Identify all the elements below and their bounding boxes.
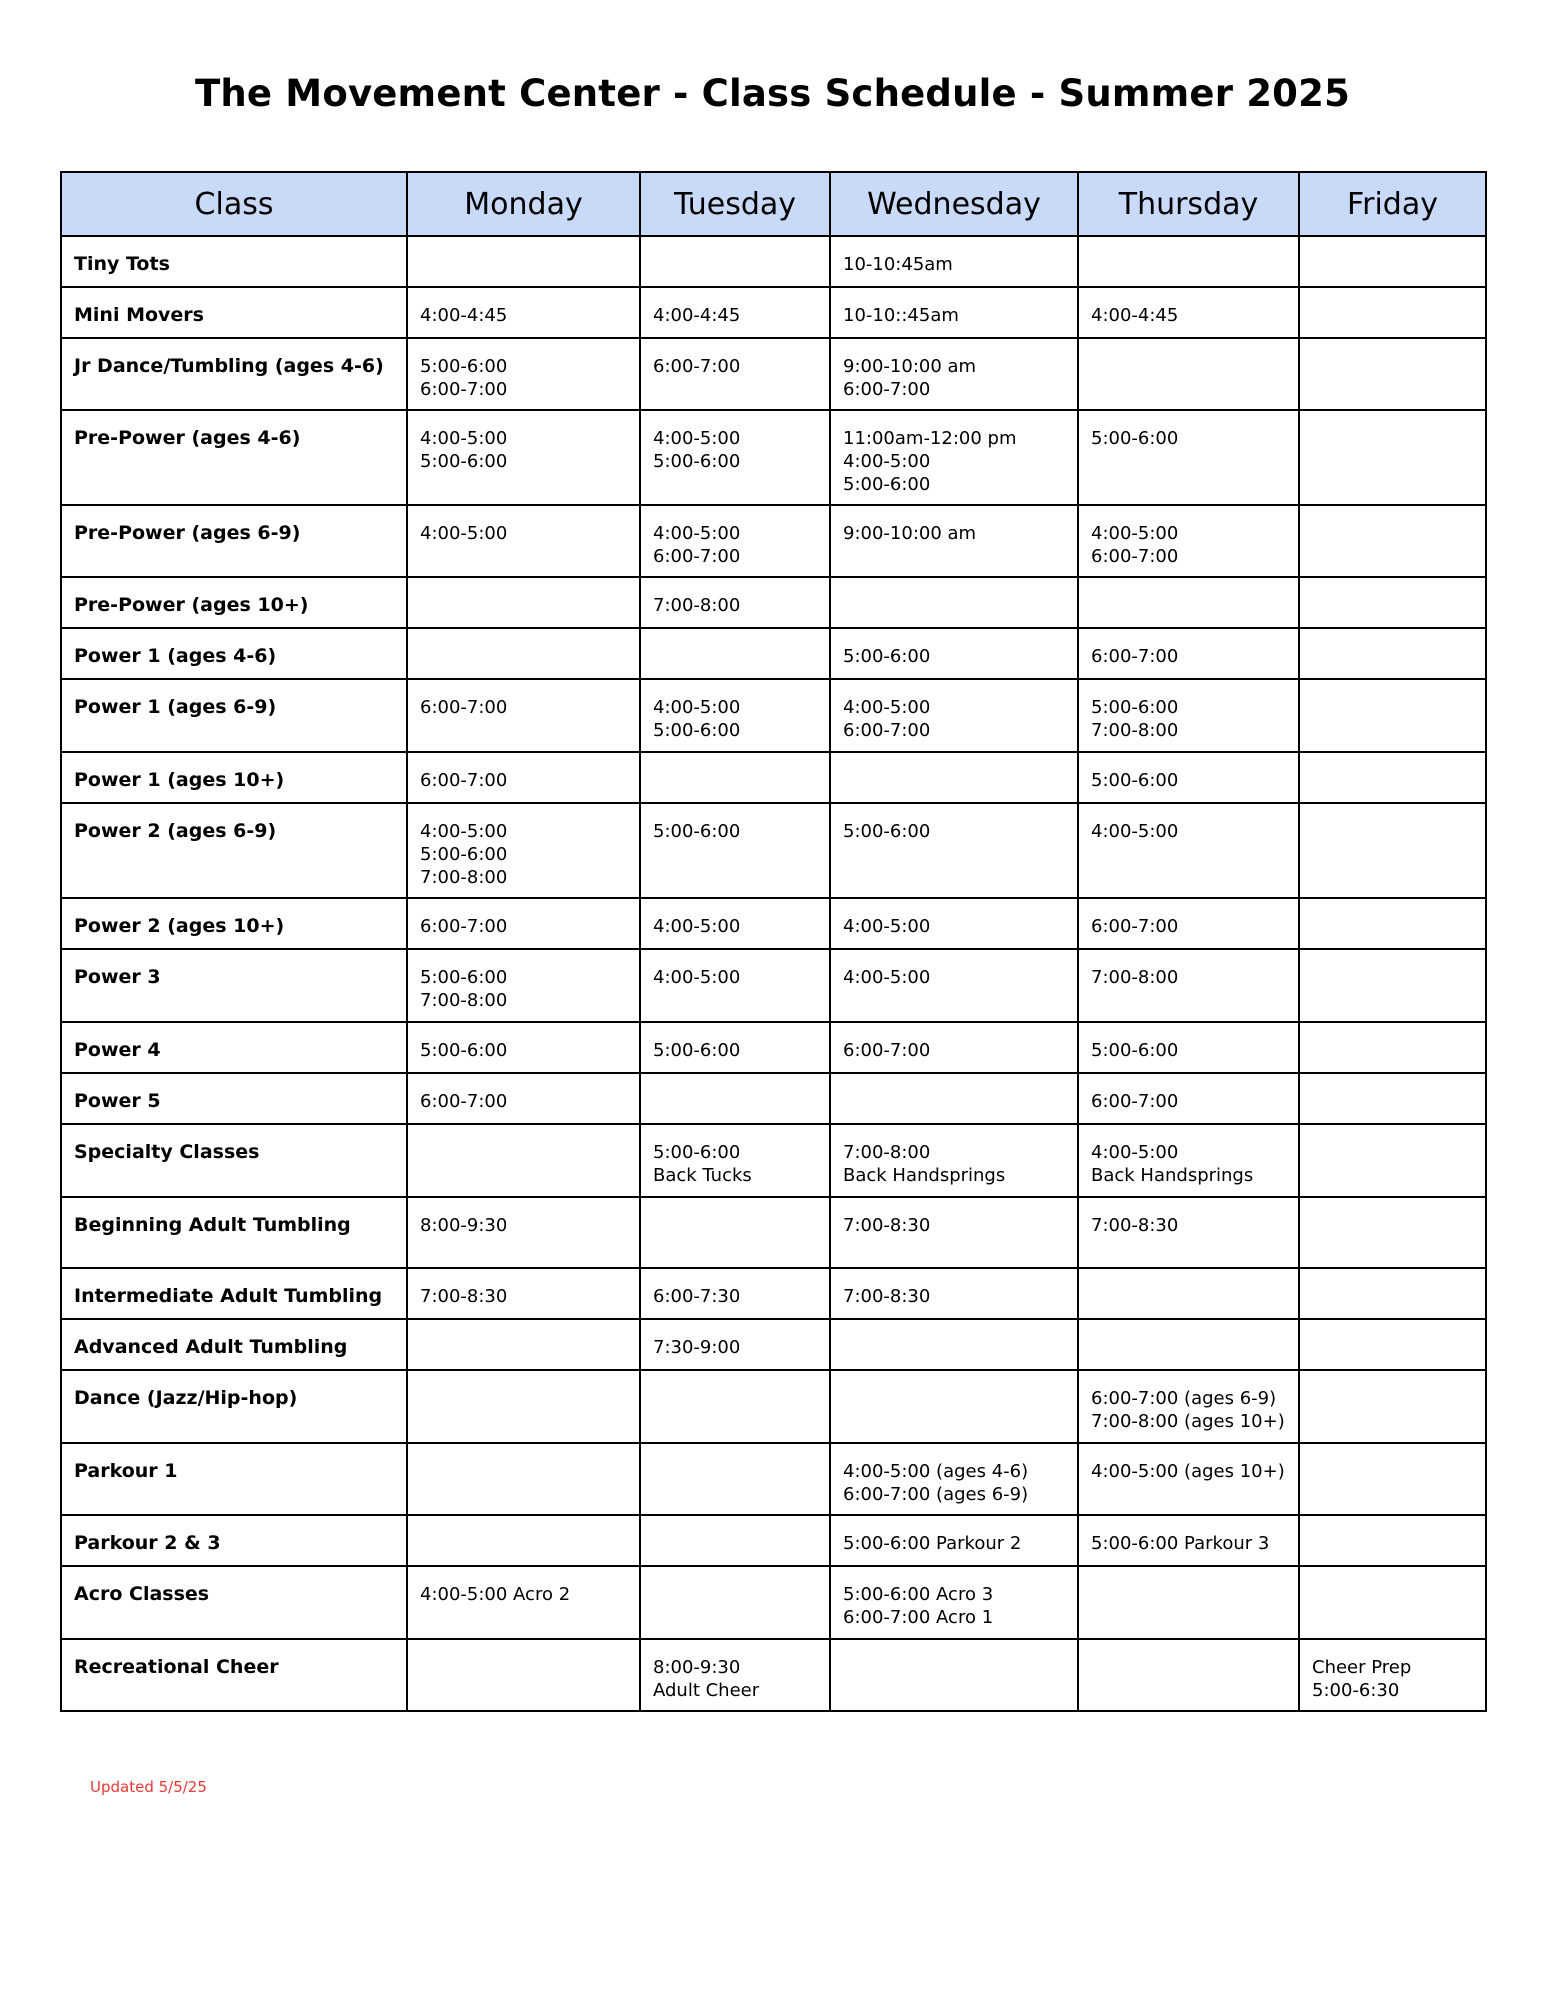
- time-cell-wednesday: [830, 1124, 1078, 1197]
- time-cell-wednesday: [830, 338, 1078, 410]
- time-cell-tuesday: [640, 803, 830, 898]
- time-slot: Back Handsprings: [1091, 1165, 1254, 1186]
- time-cell-friday: [1299, 236, 1486, 287]
- time-cell-thursday: [1078, 1566, 1299, 1639]
- time-cell-thursday: [1078, 1443, 1299, 1515]
- time-cell-tuesday: [640, 679, 830, 752]
- time-cell-thursday: [1078, 505, 1299, 577]
- time-cell-friday: [1299, 577, 1486, 628]
- time-cell-friday: [1299, 338, 1486, 410]
- time-cell-wednesday: [830, 679, 1078, 752]
- time-cell-wednesday: [830, 803, 1078, 898]
- time-slot: 5:00-6:00: [653, 451, 741, 472]
- time-slot: 6:00-7:00 Acro 1: [843, 1607, 994, 1628]
- time-cell-monday: [407, 1639, 640, 1711]
- time-cell-thursday: [1078, 752, 1299, 803]
- class-name-cell: Power 1 (ages 6-9): [61, 679, 407, 752]
- time-cell-friday: [1299, 1566, 1486, 1639]
- time-slot: 7:30-9:00: [653, 1337, 741, 1358]
- time-slot: 4:00-5:00: [843, 697, 931, 718]
- header-row: [61, 172, 1486, 236]
- time-slot: 10-10:45am: [843, 254, 953, 275]
- class-name-cell: Recreational Cheer: [61, 1639, 407, 1711]
- schedule-table: [60, 171, 1487, 1712]
- time-slot: 7:00-8:00: [843, 1142, 931, 1163]
- time-slot: 4:00-5:00: [420, 523, 508, 544]
- time-slot: 5:00-6:00: [1091, 428, 1179, 449]
- time-slot: 6:00-7:00: [420, 697, 508, 718]
- time-slot: 7:00-8:30: [420, 1286, 508, 1307]
- class-name-cell: Mini Movers: [61, 287, 407, 338]
- time-cell-monday: [407, 1197, 640, 1268]
- schedule-row: [61, 1197, 1486, 1268]
- time-cell-thursday: [1078, 1515, 1299, 1566]
- time-cell-tuesday: [640, 338, 830, 410]
- class-name-cell: Jr Dance/Tumbling (ages 4-6): [61, 338, 407, 410]
- time-cell-monday: [407, 338, 640, 410]
- time-cell-monday: [407, 679, 640, 752]
- time-cell-tuesday: [640, 1124, 830, 1197]
- time-slot: 5:00-6:30: [1312, 1680, 1400, 1701]
- time-slot: 5:00-6:00: [1091, 770, 1179, 791]
- time-slot: 6:00-7:00: [1091, 1091, 1179, 1112]
- schedule-row: [61, 1022, 1486, 1073]
- column-header-class: Class: [61, 172, 407, 236]
- time-cell-thursday: [1078, 1268, 1299, 1319]
- time-cell-thursday: [1078, 1022, 1299, 1073]
- time-cell-tuesday: [640, 410, 830, 505]
- schedule-row: [61, 1073, 1486, 1124]
- time-cell-monday: [407, 628, 640, 679]
- time-slot: 4:00-5:00: [653, 697, 741, 718]
- time-slot: 6:00-7:30: [653, 1286, 741, 1307]
- time-cell-tuesday: [640, 1073, 830, 1124]
- schedule-row: [61, 1515, 1486, 1566]
- class-name-cell: Pre-Power (ages 6-9): [61, 505, 407, 577]
- time-cell-friday: [1299, 679, 1486, 752]
- schedule-row: [61, 1124, 1486, 1197]
- time-slot: 8:00-9:30: [420, 1215, 508, 1236]
- time-slot: 4:00-5:00: [420, 428, 508, 449]
- time-cell-wednesday: [830, 505, 1078, 577]
- time-slot: 5:00-6:00: [653, 821, 741, 842]
- schedule-row: [61, 577, 1486, 628]
- time-slot: 6:00-7:00: [420, 1091, 508, 1112]
- class-name-cell: Specialty Classes: [61, 1124, 407, 1197]
- time-cell-tuesday: [640, 1268, 830, 1319]
- time-slot: 5:00-6:00: [843, 474, 931, 495]
- time-cell-wednesday: [830, 1639, 1078, 1711]
- time-cell-wednesday: [830, 1566, 1078, 1639]
- time-slot: 5:00-6:00: [420, 967, 508, 988]
- time-slot: 4:00-5:00: [653, 967, 741, 988]
- time-cell-wednesday: [830, 949, 1078, 1022]
- time-slot: 4:00-5:00 (ages 10+): [1091, 1461, 1285, 1482]
- time-cell-wednesday: [830, 1370, 1078, 1443]
- time-slot: 5:00-6:00: [843, 821, 931, 842]
- time-slot: 6:00-7:00: [843, 720, 931, 741]
- time-slot: Back Tucks: [653, 1165, 752, 1186]
- time-cell-thursday: [1078, 1073, 1299, 1124]
- schedule-row: [61, 505, 1486, 577]
- time-slot: 5:00-6:00: [420, 356, 508, 377]
- time-slot: 4:00-5:00: [843, 451, 931, 472]
- class-name-cell: Parkour 2 & 3: [61, 1515, 407, 1566]
- time-slot: 4:00-5:00 Acro 2: [420, 1584, 571, 1605]
- time-cell-wednesday: [830, 287, 1078, 338]
- schedule-row: [61, 287, 1486, 338]
- time-slot: 5:00-6:00 Parkour 3: [1091, 1533, 1270, 1554]
- time-cell-monday: [407, 1370, 640, 1443]
- time-slot: 6:00-7:00: [420, 770, 508, 791]
- time-cell-tuesday: [640, 1370, 830, 1443]
- schedule-row: [61, 1319, 1486, 1370]
- time-cell-friday: [1299, 1639, 1486, 1711]
- time-cell-wednesday: [830, 1443, 1078, 1515]
- time-cell-wednesday: [830, 410, 1078, 505]
- schedule-row: [61, 1370, 1486, 1443]
- time-cell-monday: [407, 577, 640, 628]
- time-cell-friday: [1299, 1319, 1486, 1370]
- time-cell-tuesday: [640, 1443, 830, 1515]
- time-cell-monday: [407, 236, 640, 287]
- time-cell-wednesday: [830, 752, 1078, 803]
- time-cell-friday: [1299, 1370, 1486, 1443]
- time-cell-tuesday: [640, 1566, 830, 1639]
- time-cell-wednesday: [830, 628, 1078, 679]
- time-cell-thursday: [1078, 338, 1299, 410]
- time-cell-thursday: [1078, 1319, 1299, 1370]
- schedule-row: [61, 803, 1486, 898]
- time-cell-tuesday: [640, 1515, 830, 1566]
- time-slot: 7:00-8:30: [843, 1286, 931, 1307]
- time-slot: 4:00-4:45: [1091, 305, 1179, 326]
- time-slot: 5:00-6:00 Acro 3: [843, 1584, 994, 1605]
- time-slot: Cheer Prep: [1312, 1657, 1412, 1678]
- time-slot: 4:00-5:00: [1091, 821, 1179, 842]
- time-cell-tuesday: [640, 1022, 830, 1073]
- time-cell-wednesday: [830, 1319, 1078, 1370]
- time-cell-monday: [407, 1124, 640, 1197]
- time-slot: 4:00-5:00: [653, 523, 741, 544]
- time-cell-friday: [1299, 949, 1486, 1022]
- time-cell-friday: [1299, 505, 1486, 577]
- time-slot: 6:00-7:00: [653, 356, 741, 377]
- time-slot: 7:00-8:30: [1091, 1215, 1179, 1236]
- time-cell-monday: [407, 287, 640, 338]
- schedule-row: [61, 949, 1486, 1022]
- class-name-cell: Pre-Power (ages 4-6): [61, 410, 407, 505]
- time-slot: 5:00-6:00: [420, 451, 508, 472]
- time-cell-tuesday: [640, 628, 830, 679]
- time-cell-tuesday: [640, 949, 830, 1022]
- time-cell-monday: [407, 1319, 640, 1370]
- time-slot: 4:00-4:45: [420, 305, 508, 326]
- time-cell-wednesday: [830, 1022, 1078, 1073]
- time-slot: 4:00-5:00: [1091, 523, 1179, 544]
- time-cell-monday: [407, 752, 640, 803]
- time-slot: 5:00-6:00: [420, 844, 508, 865]
- time-slot: Back Handsprings: [843, 1165, 1006, 1186]
- schedule-row: [61, 1443, 1486, 1515]
- time-slot: 10-10::45am: [843, 305, 959, 326]
- time-cell-friday: [1299, 1124, 1486, 1197]
- class-name-cell: Advanced Adult Tumbling: [61, 1319, 407, 1370]
- column-header-tuesday: Tuesday: [640, 172, 830, 236]
- schedule-row: [61, 1566, 1486, 1639]
- time-cell-monday: [407, 505, 640, 577]
- time-slot: 6:00-7:00 (ages 6-9): [1091, 1388, 1277, 1409]
- time-cell-wednesday: [830, 1197, 1078, 1268]
- time-slot: 4:00-5:00: [653, 428, 741, 449]
- schedule-row: [61, 679, 1486, 752]
- time-slot: Adult Cheer: [653, 1680, 760, 1701]
- schedule-row: [61, 338, 1486, 410]
- time-slot: 4:00-5:00: [1091, 1142, 1179, 1163]
- time-slot: 6:00-7:00: [1091, 646, 1179, 667]
- time-cell-monday: [407, 410, 640, 505]
- class-name-cell: Parkour 1: [61, 1443, 407, 1515]
- time-slot: 8:00-9:30: [653, 1657, 741, 1678]
- time-cell-tuesday: [640, 505, 830, 577]
- time-cell-friday: [1299, 1443, 1486, 1515]
- page-title: The Movement Center - Class Schedule - Summer 2025: [194, 72, 1351, 115]
- time-cell-friday: [1299, 287, 1486, 338]
- schedule-row: [61, 1639, 1486, 1711]
- time-cell-tuesday: [640, 1319, 830, 1370]
- schedule-row: [61, 628, 1486, 679]
- time-slot: 5:00-6:00: [1091, 1040, 1179, 1061]
- time-slot: 6:00-7:00: [1091, 546, 1179, 567]
- time-cell-thursday: [1078, 236, 1299, 287]
- time-cell-thursday: [1078, 898, 1299, 949]
- time-slot: 7:00-8:00: [1091, 967, 1179, 988]
- time-cell-wednesday: [830, 1073, 1078, 1124]
- class-name-cell: Pre-Power (ages 10+): [61, 577, 407, 628]
- time-slot: 5:00-6:00: [420, 1040, 508, 1061]
- time-slot: 9:00-10:00 am: [843, 356, 977, 377]
- time-cell-tuesday: [640, 1197, 830, 1268]
- time-cell-thursday: [1078, 803, 1299, 898]
- time-cell-wednesday: [830, 1515, 1078, 1566]
- time-cell-wednesday: [830, 898, 1078, 949]
- time-slot: 11:00am-12:00 pm: [843, 428, 1017, 449]
- class-name-cell: Power 2 (ages 10+): [61, 898, 407, 949]
- updated-note: Updated 5/5/25: [90, 1778, 207, 1796]
- class-name-cell: Tiny Tots: [61, 236, 407, 287]
- time-slot: 9:00-10:00 am: [843, 523, 977, 544]
- time-slot: 5:00-6:00: [653, 720, 741, 741]
- time-slot: 4:00-5:00 (ages 4-6): [843, 1461, 1029, 1482]
- time-cell-friday: [1299, 410, 1486, 505]
- time-cell-monday: [407, 1515, 640, 1566]
- class-name-cell: Acro Classes: [61, 1566, 407, 1639]
- schedule-row: [61, 898, 1486, 949]
- class-name-cell: Intermediate Adult Tumbling: [61, 1268, 407, 1319]
- time-slot: 4:00-5:00: [843, 916, 931, 937]
- time-slot: 4:00-4:45: [653, 305, 741, 326]
- column-header-thursday: Thursday: [1078, 172, 1299, 236]
- class-name-cell: Power 2 (ages 6-9): [61, 803, 407, 898]
- time-cell-friday: [1299, 1073, 1486, 1124]
- time-slot: 6:00-7:00 (ages 6-9): [843, 1484, 1029, 1505]
- time-slot: 5:00-6:00: [1091, 697, 1179, 718]
- class-name-cell: Power 4: [61, 1022, 407, 1073]
- time-cell-tuesday: [640, 898, 830, 949]
- time-slot: 7:00-8:00: [420, 990, 508, 1011]
- time-slot: 7:00-8:00: [1091, 720, 1179, 741]
- time-slot: 5:00-6:00: [653, 1142, 741, 1163]
- time-slot: 6:00-7:00: [420, 379, 508, 400]
- time-cell-monday: [407, 949, 640, 1022]
- time-cell-monday: [407, 1566, 640, 1639]
- time-cell-thursday: [1078, 410, 1299, 505]
- time-cell-monday: [407, 898, 640, 949]
- time-cell-thursday: [1078, 1197, 1299, 1268]
- time-slot: 5:00-6:00: [843, 646, 931, 667]
- time-slot: 7:00-8:30: [843, 1215, 931, 1236]
- time-cell-tuesday: [640, 577, 830, 628]
- time-slot: 6:00-7:00: [843, 1040, 931, 1061]
- time-cell-thursday: [1078, 949, 1299, 1022]
- time-slot: 7:00-8:00 (ages 10+): [1091, 1411, 1285, 1432]
- time-slot: 6:00-7:00: [653, 546, 741, 567]
- time-slot: 6:00-7:00: [420, 916, 508, 937]
- time-slot: 6:00-7:00: [843, 379, 931, 400]
- time-cell-tuesday: [640, 236, 830, 287]
- column-header-monday: Monday: [407, 172, 640, 236]
- time-cell-tuesday: [640, 1639, 830, 1711]
- time-cell-monday: [407, 1268, 640, 1319]
- time-cell-thursday: [1078, 1124, 1299, 1197]
- time-cell-wednesday: [830, 1268, 1078, 1319]
- time-cell-monday: [407, 803, 640, 898]
- time-cell-thursday: [1078, 1370, 1299, 1443]
- time-slot: 4:00-5:00: [420, 821, 508, 842]
- time-cell-friday: [1299, 1268, 1486, 1319]
- class-name-cell: Beginning Adult Tumbling: [61, 1197, 407, 1268]
- time-cell-tuesday: [640, 752, 830, 803]
- time-cell-monday: [407, 1073, 640, 1124]
- time-cell-friday: [1299, 898, 1486, 949]
- time-cell-monday: [407, 1443, 640, 1515]
- time-cell-thursday: [1078, 1639, 1299, 1711]
- time-cell-wednesday: [830, 236, 1078, 287]
- time-cell-thursday: [1078, 287, 1299, 338]
- time-cell-tuesday: [640, 287, 830, 338]
- time-cell-friday: [1299, 1197, 1486, 1268]
- class-name-cell: Power 1 (ages 10+): [61, 752, 407, 803]
- time-slot: 7:00-8:00: [653, 595, 741, 616]
- time-cell-friday: [1299, 752, 1486, 803]
- time-slot: 4:00-5:00: [843, 967, 931, 988]
- time-cell-friday: [1299, 803, 1486, 898]
- column-header-wednesday: Wednesday: [830, 172, 1078, 236]
- time-slot: 5:00-6:00 Parkour 2: [843, 1533, 1022, 1554]
- class-name-cell: Power 5: [61, 1073, 407, 1124]
- time-slot: 6:00-7:00: [1091, 916, 1179, 937]
- column-header-friday: Friday: [1299, 172, 1486, 236]
- time-cell-friday: [1299, 1515, 1486, 1566]
- schedule-row: [61, 236, 1486, 287]
- time-cell-wednesday: [830, 577, 1078, 628]
- time-slot: 5:00-6:00: [653, 1040, 741, 1061]
- class-name-cell: Power 3: [61, 949, 407, 1022]
- class-name-cell: Dance (Jazz/Hip-hop): [61, 1370, 407, 1443]
- time-cell-friday: [1299, 1022, 1486, 1073]
- time-cell-thursday: [1078, 577, 1299, 628]
- schedule-row: [61, 752, 1486, 803]
- schedule-row: [61, 1268, 1486, 1319]
- time-slot: 7:00-8:00: [420, 867, 508, 888]
- time-slot: 4:00-5:00: [653, 916, 741, 937]
- class-name-cell: Power 1 (ages 4-6): [61, 628, 407, 679]
- time-cell-monday: [407, 1022, 640, 1073]
- time-cell-friday: [1299, 628, 1486, 679]
- schedule-row: [61, 410, 1486, 505]
- time-cell-thursday: [1078, 628, 1299, 679]
- time-cell-thursday: [1078, 679, 1299, 752]
